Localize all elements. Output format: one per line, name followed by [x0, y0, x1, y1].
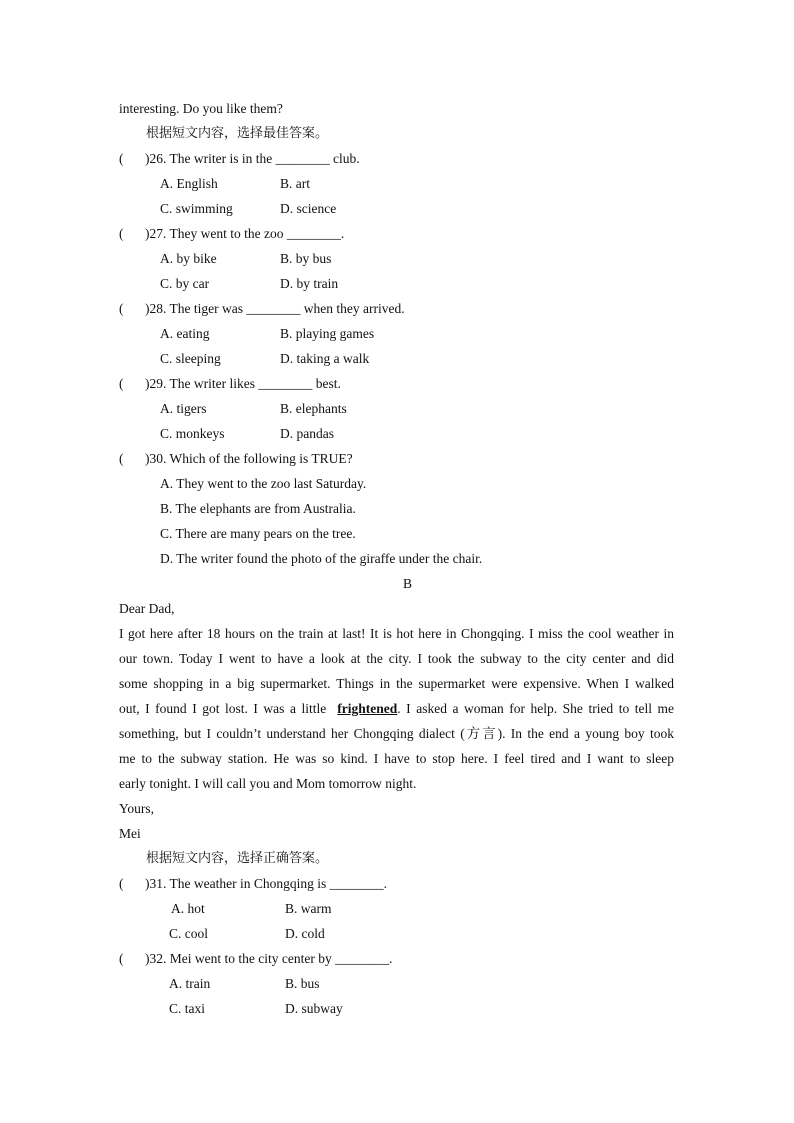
- letter-line: [119, 700, 674, 718]
- question-27: [119, 225, 344, 243]
- question-stem: The weather in Chongqing is ________.: [169, 876, 387, 891]
- question-number: )32.: [145, 951, 167, 966]
- instruction-b: 根据短文内容，选择正确答案。: [146, 851, 329, 866]
- letter-line: early tonight. I will call you and Mom tomorrow night.: [119, 776, 417, 791]
- option-d: D. taking a walk: [280, 351, 370, 366]
- letter-line: some shopping in a big supermarket. Things in the supermarket were expensive. When I walked: [119, 676, 674, 691]
- option-d: D. subway: [285, 1001, 343, 1016]
- letter-text: out, I found I got lost. I was a little: [119, 701, 327, 716]
- letter-closing: Yours,: [119, 801, 155, 816]
- question-32: [119, 950, 392, 968]
- question-number: )26.: [145, 151, 167, 166]
- question-stem: The writer is in the ________ club.: [169, 151, 360, 166]
- letter-greeting: Dear Dad,: [119, 601, 175, 616]
- question-stem: The tiger was ________ when they arrived.: [169, 301, 405, 316]
- option-d: D. science: [280, 201, 337, 216]
- letter-line: me to the subway station. He was so kind. I have to stop here. I feel tired and I want to sleep: [119, 751, 674, 766]
- option-d: D. cold: [285, 926, 325, 941]
- option-c: C. sleeping: [160, 351, 221, 366]
- question-30: [119, 450, 353, 468]
- option-d: D. pandas: [280, 426, 334, 441]
- question-number: )30.: [145, 451, 167, 466]
- option-b: B. by bus: [280, 251, 332, 266]
- option-a: A. eating: [160, 326, 210, 341]
- question-stem: They went to the zoo ________.: [169, 226, 345, 241]
- option-c: C. There are many pears on the tree.: [160, 526, 356, 541]
- option-c: C. taxi: [169, 1001, 205, 1016]
- option-b: B. bus: [285, 976, 320, 991]
- question-29: [119, 375, 341, 393]
- question-stem: Mei went to the city center by ________.: [169, 951, 393, 966]
- answer-blank: (: [119, 876, 124, 891]
- option-c: C. by car: [160, 276, 210, 291]
- option-b: B. playing games: [280, 326, 375, 341]
- question-26: [119, 150, 360, 168]
- passage-a-tail: interesting. Do you like them?: [119, 101, 283, 116]
- option-a: A. by bike: [160, 251, 217, 266]
- option-a: A. They went to the zoo last Saturday.: [160, 476, 367, 491]
- option-a: A. hot: [171, 901, 205, 916]
- question-number: )31.: [145, 876, 167, 891]
- option-d: D. by train: [280, 276, 339, 291]
- option-b: B. elephants: [280, 401, 347, 416]
- answer-blank: (: [119, 151, 124, 166]
- letter-text: . I asked a woman for help. She tried to tell me: [397, 701, 674, 716]
- letter-line: something, but I couldn’t understand her Chongqing dialect (方言). In the end a young boy took: [119, 726, 674, 741]
- option-b: B. art: [280, 176, 310, 191]
- option-a: A. train: [169, 976, 211, 991]
- option-c: C. swimming: [160, 201, 233, 216]
- instruction-a: 根据短文内容，选择最佳答案。: [146, 126, 329, 141]
- section-b-label: B: [403, 576, 413, 591]
- option-c: C. monkeys: [160, 426, 225, 441]
- option-a: A. tigers: [160, 401, 207, 416]
- letter-signature: Mei: [119, 826, 141, 841]
- question-stem: The writer likes ________ best.: [169, 376, 341, 391]
- question-stem: Which of the following is TRUE?: [169, 451, 353, 466]
- answer-blank: (: [119, 951, 124, 966]
- letter-line: I got here after 18 hours on the train at last! It is hot here in Chongqing. I miss the cool weather in: [119, 626, 674, 641]
- question-number: )28.: [145, 301, 167, 316]
- question-number: )29.: [145, 376, 167, 391]
- answer-blank: (: [119, 376, 124, 391]
- question-28: [119, 300, 405, 318]
- letter-line: our town. Today I went to have a look at the city. I took the subway to the city center and did: [119, 651, 674, 666]
- option-b: B. The elephants are from Australia.: [160, 501, 356, 516]
- answer-blank: (: [119, 301, 124, 316]
- question-number: )27.: [145, 226, 167, 241]
- option-b: B. warm: [285, 901, 332, 916]
- answer-blank: (: [119, 226, 124, 241]
- question-31: [119, 875, 387, 893]
- option-c: C. cool: [169, 926, 208, 941]
- option-d: D. The writer found the photo of the giraffe under the chair.: [160, 551, 483, 566]
- option-a: A. English: [160, 176, 218, 191]
- answer-blank: (: [119, 451, 124, 466]
- vocab-word-frightened: frightened: [337, 701, 398, 716]
